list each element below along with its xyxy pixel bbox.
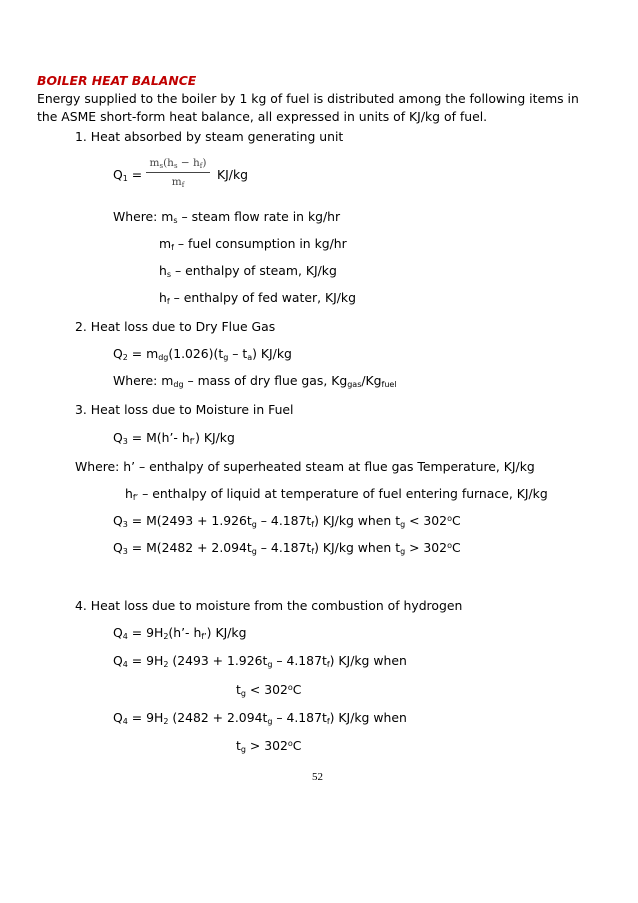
formula-q1-fraction <box>146 157 210 189</box>
formula-q4: $Q_4$ = $9H_2(h’-$ $h_{f’}$) KJ/kg <box>113 625 247 641</box>
heading-hydrogen-combustion: 4. Heat loss due to moisture from the combustion of hydrogen <box>75 598 463 613</box>
where-hf: $h_f$ – enthalpy of fed water, KJ/kg <box>159 290 356 306</box>
where-mf: $m_f$ – fuel consumption in kg/hr <box>159 236 347 252</box>
formula-q3-case-1: $Q_3 = M(2493 + 1.926t_g - 4.187t_f)$ KJ/kg when $t_g < 302^oC$ <box>113 513 461 529</box>
formula-q4-condition-1: $t_g < 302^oC$ <box>236 682 302 698</box>
intro-line-2: the ASME short-form heat balance, all expressed in units of KJ/kg of fuel. <box>37 109 488 124</box>
page-number: 52 <box>312 771 323 783</box>
formula-q3: $Q_3$ = M(h’- $h_{f’}$) KJ/kg <box>113 430 235 446</box>
formula-q3-case-2: $Q_3 = M(2482 + 2.094t_g - 4.187t_f)$ KJ/kg when $t_g > 302^oC$ <box>113 540 461 556</box>
heading-dry-flue-gas: 2. Heat loss due to Dry Flue Gas <box>75 319 276 334</box>
formula-q4-case-1: $Q_4 = 9H_2$ $(2493 + 1.926t_g - 4.187t_f)$ KJ/kg when <box>113 653 407 669</box>
formula-q4-case-2: $Q_4 = 9H_2$ $(2482 + 2.094t_g - 4.187t_f)$ KJ/kg when <box>113 710 407 726</box>
where-ms: Where: $m_s$ – steam flow rate in kg/hr <box>113 209 341 225</box>
where-h-prime: Where: h’ – enthalpy of superheated steam at flue gas Temperature, KJ/kg <box>75 459 535 474</box>
where-hs: $h_s$ – enthalpy of steam, KJ/kg <box>159 263 337 279</box>
formula-q1-lhs: $Q_1$ = <box>113 167 143 183</box>
formula-q2: $Q_2 = m_{dg}(1.026)(t_g - t_a)$ KJ/kg <box>113 346 292 362</box>
fraction-numerator: $m_s(h_s - h_f)$ <box>149 157 207 170</box>
heading-heat-absorbed: 1. Heat absorbed by steam generating unit <box>75 129 344 144</box>
fraction-denominator: $m_f$ <box>171 176 185 189</box>
where-mdg: Where: $m_{dg}$ – mass of dry flue gas, $Kg_{gas}/Kg_{fuel}$ <box>113 373 397 389</box>
section-title: BOILER HEAT BALANCE <box>37 73 197 88</box>
formula-q1-units: KJ/kg <box>217 167 248 182</box>
heading-moisture-in-fuel: 3. Heat loss due to Moisture in Fuel <box>75 402 294 417</box>
fraction-bar <box>146 172 210 173</box>
formula-q4-condition-2: $t_g > 302^oC$ <box>236 738 302 754</box>
intro-line-1: Energy supplied to the boiler by 1 kg of fuel is distributed among the following items in <box>37 91 579 106</box>
where-hf-prime: $h_{f’}$ – enthalpy of liquid at temperature of fuel entering furnace, KJ/kg <box>125 486 548 502</box>
